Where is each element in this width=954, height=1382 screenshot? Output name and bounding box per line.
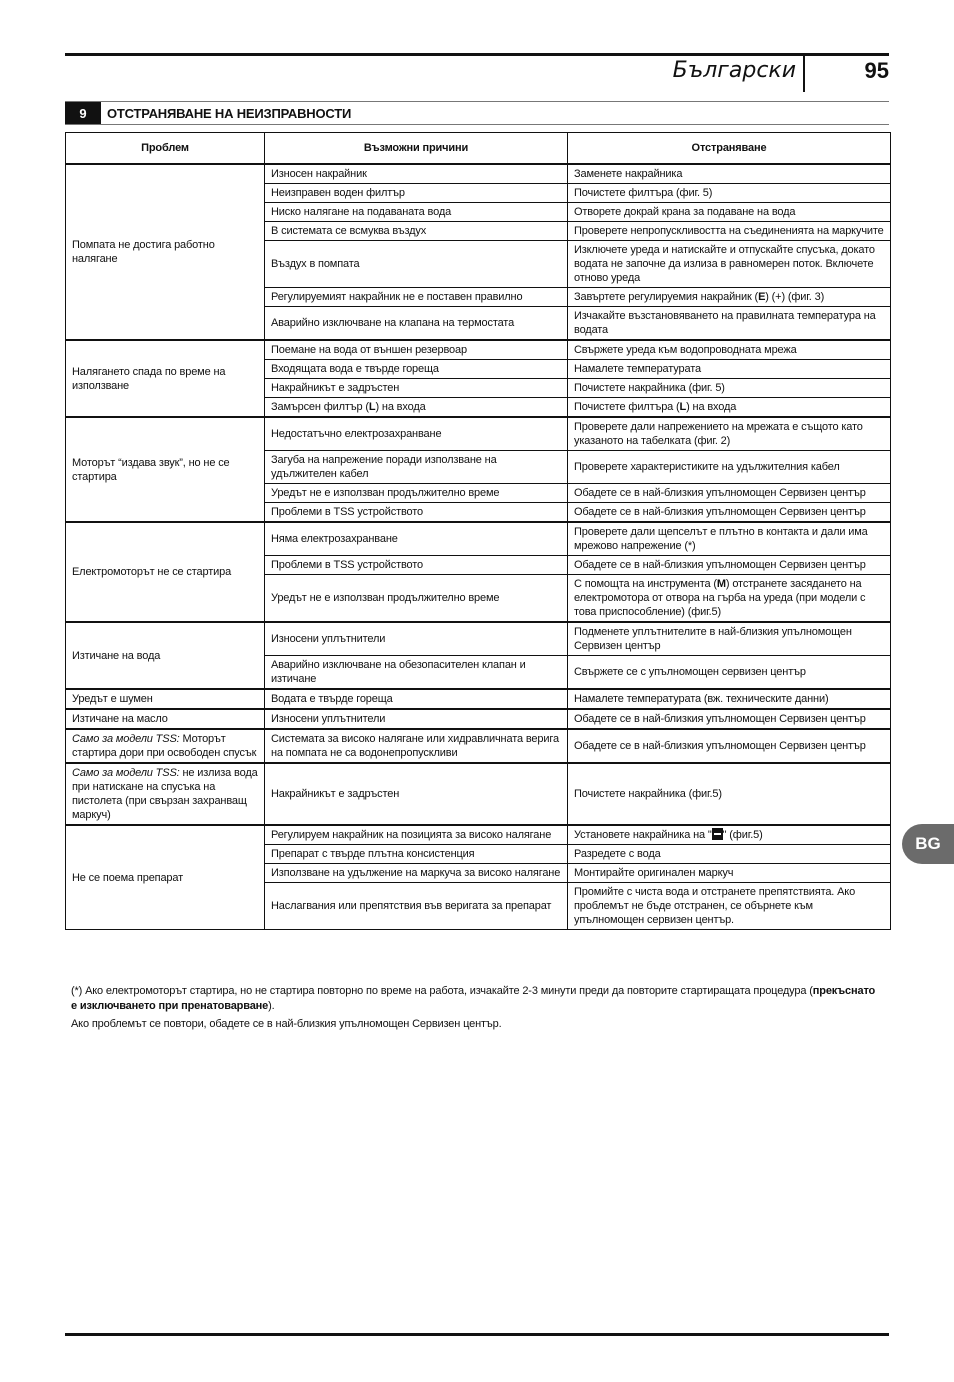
- remedy-cell: Свържете се с упълномощен сервизен център: [568, 656, 891, 690]
- footnote-service: Ако проблемът се повтори, обадете се в най-близкия упълномощен Сервизен център.: [71, 1018, 502, 1030]
- cause-cell: Входящата вода е твърде гореща: [265, 360, 568, 379]
- minus-box-icon: [712, 828, 723, 840]
- cause-cell: Износени уплътнители: [265, 709, 568, 729]
- remedy-cell: Почистете накрайника (фиг. 5): [568, 379, 891, 398]
- remedy-cell: Разредете с вода: [568, 845, 891, 864]
- cause-cell: Недостатъчно електрозахранване: [265, 417, 568, 451]
- language-title: Български: [672, 58, 796, 83]
- cause-cell: Замърсен филтър (L) на входа: [265, 398, 568, 418]
- remedy-cell: Проверете дали напрежението на мрежата е същото като указаното на табелката (фиг. 2): [568, 417, 891, 451]
- table-row: [66, 522, 891, 556]
- problem-cell: Не се поема препарат: [66, 825, 265, 930]
- cause-cell: Регулируем накрайник на позицията за високо налягане: [265, 825, 568, 845]
- table-row: [66, 689, 891, 709]
- remedy-cell: Установете накрайника на " " (фиг.5): [568, 825, 891, 845]
- cause-cell: Аварийно изключване на обезопасителен клапан и изтичане: [265, 656, 568, 690]
- title-divider: [803, 56, 805, 92]
- remedy-cell: Отворете докрай крана за подаване на вода: [568, 203, 891, 222]
- cause-cell: Препарат с твърде плътна консистенция: [265, 845, 568, 864]
- remedy-cell: Обадете се в най-близкия упълномощен Сервизен център: [568, 709, 891, 729]
- remedy-cell: Завъртете регулируемия накрайник (E) (+) (фиг. 3): [568, 288, 891, 307]
- section-number: 9: [65, 102, 101, 124]
- table-row: [66, 340, 891, 360]
- cause-cell: Водата е твърде гореща: [265, 689, 568, 709]
- cause-cell: Неизправен воден филтър: [265, 184, 568, 203]
- remedy-cell: Намалете температурата: [568, 360, 891, 379]
- cause-cell: Проблеми в TSS устройството: [265, 503, 568, 523]
- header-problem: Проблем: [66, 133, 265, 165]
- page-number: 95: [864, 58, 889, 83]
- table-row: [66, 709, 891, 729]
- cause-cell: Проблеми в TSS устройството: [265, 556, 568, 575]
- footnote-asterisk: (*) Ако електромоторът стартира, но не стартира повторно по време на работа, изчакайте 2-3 минути преди да повторите стартиращата процедура (прекъснато е изключването при пренатоварване).: [71, 985, 876, 1012]
- cause-cell: Износени уплътнители: [265, 622, 568, 656]
- problem-cell: Само за модели TSS: не излиза вода при натискане на спусъка на пистолета (при свързан захранващ маркуч): [66, 763, 265, 825]
- remedy-cell: Монтирайте оригинален маркуч: [568, 864, 891, 883]
- remedy-cell: Подменете уплътнителите в най-близкия упълномощен Сервизен център: [568, 622, 891, 656]
- table-row: [66, 622, 891, 656]
- cause-cell: Въздух в помпата: [265, 241, 568, 288]
- table-row: [66, 825, 891, 845]
- cause-cell: Използване на удължение на маркуча за високо налягане: [265, 864, 568, 883]
- remedy-cell: Проверете характеристиките на удължителния кабел: [568, 451, 891, 484]
- remedy-cell: Почистете филтъра (фиг. 5): [568, 184, 891, 203]
- remedy-cell: Обадете се в най-близкия упълномощен Сервизен център: [568, 556, 891, 575]
- header-remedy: Отстраняване: [568, 133, 891, 165]
- remedy-cell: Изчакайте възстановяването на правилната температура на водата: [568, 307, 891, 341]
- troubleshooting-table: [65, 132, 891, 930]
- remedy-cell: Заменете накрайника: [568, 164, 891, 184]
- remedy-cell: Свържете уреда към водопроводната мрежа: [568, 340, 891, 360]
- cause-cell: Наслагвания или препятствия във веригата за препарат: [265, 883, 568, 930]
- cause-cell: Уредът не е използван продължително време: [265, 575, 568, 623]
- cause-cell: Накрайникът е задръстен: [265, 763, 568, 825]
- remedy-cell: Почистете филтъра (L) на входа: [568, 398, 891, 418]
- remedy-cell: Почистете накрайника (фиг.5): [568, 763, 891, 825]
- top-rule: [65, 53, 889, 56]
- cause-cell: Загуба на напрежение поради използване на удължителен кабел: [265, 451, 568, 484]
- table-body: [66, 164, 891, 930]
- cause-cell: Аварийно изключване на клапана на термостата: [265, 307, 568, 341]
- remedy-cell: Проверете дали щепселът е плътно в контакта и дали има мрежово напрежение (*): [568, 522, 891, 556]
- cause-cell: Системата за високо налягане или хидравличната верига на помпата не са водонепропускливи: [265, 729, 568, 763]
- cause-cell: Ниско налягане на подаваната вода: [265, 203, 568, 222]
- remedy-cell: Намалете температурата (вж. техническите данни): [568, 689, 891, 709]
- table-row: [66, 729, 891, 763]
- problem-cell: Електромоторът не се стартира: [66, 522, 265, 622]
- remedy-cell: Изключете уреда и натискайте и отпускайте спусъка, докато водата не започне да излиза в равномерен поток. Включете отново уреда: [568, 241, 891, 288]
- cause-cell: Поемане на вода от външен резервоар: [265, 340, 568, 360]
- problem-cell: Уредът е шумен: [66, 689, 265, 709]
- problem-cell: Изтичане на вода: [66, 622, 265, 689]
- cause-cell: Накрайникът е задръстен: [265, 379, 568, 398]
- remedy-cell: Проверете непропускливостта на съединенията на маркучите: [568, 222, 891, 241]
- problem-cell: Изтичане на масло: [66, 709, 265, 729]
- bottom-rule: [65, 1333, 889, 1336]
- section-heading: [65, 101, 889, 125]
- problem-cell: Налягането спада по време на използване: [66, 340, 265, 417]
- table-header-row: [66, 133, 891, 165]
- table-row: [66, 164, 891, 184]
- remedy-cell: Обадете се в най-близкия упълномощен Сервизен център: [568, 729, 891, 763]
- cause-cell: Износен накрайник: [265, 164, 568, 184]
- remedy-cell: Обадете се в най-близкия упълномощен Сервизен център: [568, 503, 891, 523]
- cause-cell: В системата се всмуква въздух: [265, 222, 568, 241]
- cause-cell: Регулируемият накрайник не е поставен правилно: [265, 288, 568, 307]
- table-row: [66, 763, 891, 825]
- problem-cell: Моторът “издава звук”, но не се стартира: [66, 417, 265, 522]
- cause-cell: Няма електрозахранване: [265, 522, 568, 556]
- section-title: ОТСТРАНЯВАНЕ НА НЕИЗПРАВНОСТИ: [107, 105, 352, 121]
- remedy-cell: Промийте с чиста вода и отстранете препятствията. Ако проблемът не бъде отстранен, се обърнете към упълномощен сервизен център.: [568, 883, 891, 930]
- footnotes: [71, 984, 881, 1032]
- cause-cell: Уредът не е използван продължително време: [265, 484, 568, 503]
- remedy-cell: С помощта на инструмента (M) отстранете засядането на електромотора от отвора на гърба на уреда (при модели с това приспособление) (фиг.5): [568, 575, 891, 623]
- header-causes: Възможни причини: [265, 133, 568, 165]
- remedy-cell: Обадете се в най-близкия упълномощен Сервизен център: [568, 484, 891, 503]
- language-side-tab: BG: [902, 824, 954, 864]
- problem-cell: Помпата не достига работно налягане: [66, 164, 265, 340]
- table-row: [66, 417, 891, 451]
- problem-cell: Само за модели TSS: Моторът стартира дори при освободен спусък: [66, 729, 265, 763]
